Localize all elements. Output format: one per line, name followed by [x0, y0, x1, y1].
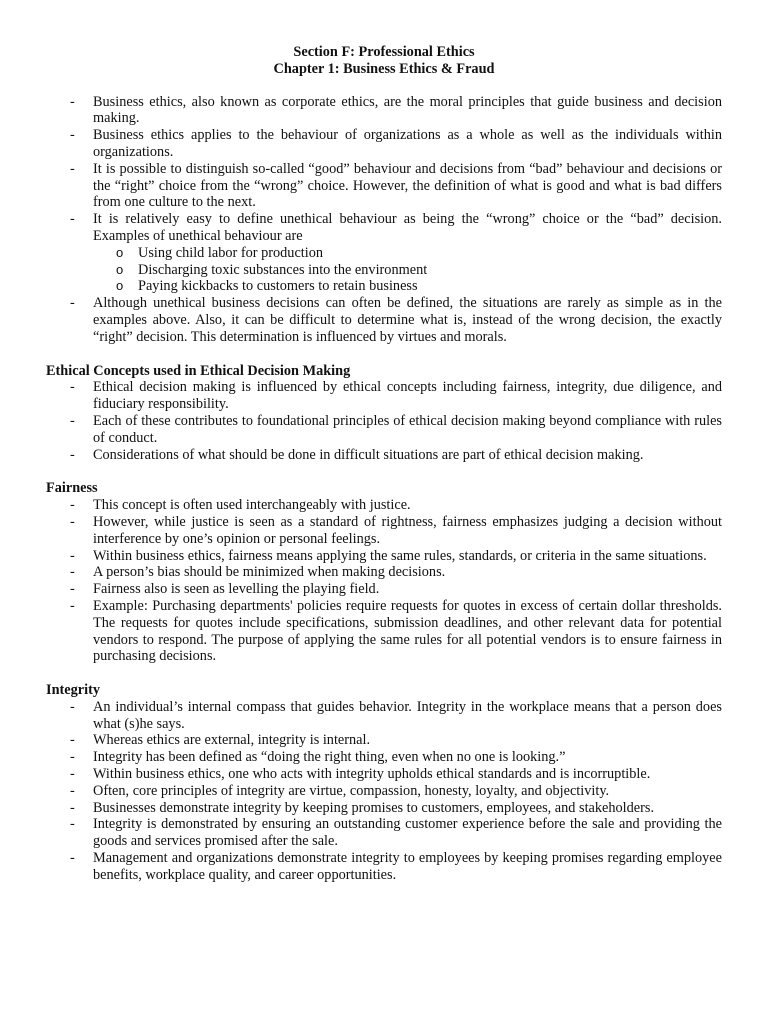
list-item: - An individual’s internal compass that guides behavior. Integrity in the workplace means that a person does what (s)he says. — [70, 698, 722, 732]
list-item: - Integrity is demonstrated by ensuring an outstanding customer experience before the sale and providing the goods and services promised after the sale. — [70, 816, 722, 850]
sub-list-item: o Discharging toxic substances into the environment — [116, 261, 428, 278]
fairness-heading: Fairness — [46, 480, 98, 497]
list-item: - Whereas ethics are external, integrity is internal. — [70, 732, 371, 749]
list-item: - Often, core principles of integrity are virtue, compassion, honesty, loyalty, and objectivity. — [70, 782, 610, 799]
dash-bullet: - — [70, 93, 75, 110]
intro-list — [46, 94, 722, 346]
circle-bullet: o — [116, 261, 124, 277]
ethical-concepts-section — [46, 363, 722, 464]
fairness-section — [46, 480, 722, 665]
section-title: Section F: Professional Ethics — [293, 44, 475, 60]
sub-list-item: o Using child labor for production — [116, 244, 324, 261]
dash-bullet: - — [70, 160, 75, 177]
list-item: - It is possible to distinguish so-called “good” behaviour and decisions from “bad” behaviour and decisions or the “right” choice from the “wrong” choice. However, the definition of what is good and what is bad differs from one culture to the next. — [70, 160, 722, 211]
list-item: - Fairness also is seen as levelling the playing field. — [70, 581, 380, 598]
dash-bullet: - — [70, 497, 75, 514]
list-item: - However, while justice is seen as a standard of rightness, fairness emphasizes judging a decision without interference by one’s opinion or personal feelings. — [70, 513, 722, 547]
list-item: - Example: Purchasing departments' policies require requests for quotes in excess of certain dollar thresholds. The requests for quotes include specifications, submission deadlines, and other relevant data for potential vendors to respond. The purpose of applying the same rules for all potential vendors is to ensure fairness in purchasing decisions. — [70, 597, 722, 665]
dash-bullet: - — [70, 766, 75, 783]
dash-bullet: - — [70, 379, 75, 396]
sub-list-item: o Paying kickbacks to customers to retain business — [116, 278, 418, 295]
list-item: - Although unethical business decisions can often be defined, the situations are rarely as simple as in the examples above. Also, it can be difficult to determine what is, instead of the wrong decision, the exactly “right” decision. This determination is influenced by virtues and morals. — [70, 295, 722, 345]
dash-bullet: - — [70, 564, 75, 581]
dash-bullet: - — [70, 749, 75, 766]
list-item: - Businesses demonstrate integrity by keeping promises to customers, employees, and stakeholders. — [70, 799, 655, 816]
dash-bullet: - — [70, 850, 75, 867]
list-item: - Ethical decision making is influenced by ethical concepts including fairness, integrity, due diligence, and fiduciary responsibility. — [70, 379, 722, 413]
integrity-heading: Integrity — [46, 682, 100, 699]
dash-bullet: - — [70, 295, 75, 312]
ethical-concepts-list — [46, 379, 722, 463]
integrity-list — [46, 699, 722, 884]
circle-bullet: o — [116, 278, 124, 294]
dash-bullet: - — [70, 597, 75, 614]
dash-bullet: - — [70, 698, 75, 715]
dash-bullet: - — [70, 211, 75, 228]
intro-section — [46, 94, 722, 346]
list-item: - Management and organizations demonstrate integrity to employees by keeping promises regarding employee benefits, workplace quality, and career opportunities. — [70, 850, 722, 883]
dash-bullet: - — [70, 732, 75, 749]
ethical-concepts-heading: Ethical Concepts used in Ethical Decision Making — [46, 362, 351, 379]
list-item: - Business ethics applies to the behaviour of organizations as a whole as well as the individuals within organizations. — [70, 127, 722, 160]
list-item: - Considerations of what should be done in difficult situations are part of ethical decision making. — [70, 446, 644, 463]
integrity-section — [46, 682, 722, 884]
dash-bullet: - — [70, 127, 75, 144]
dash-bullet: - — [70, 581, 75, 598]
dash-bullet: - — [70, 799, 75, 816]
dash-bullet: - — [70, 782, 75, 799]
chapter-title: Chapter 1: Business Ethics & Fraud — [273, 60, 495, 77]
list-item: - Integrity has been defined as “doing the right thing, even when no one is looking.” — [70, 749, 566, 766]
list-item: - Within business ethics, one who acts with integrity upholds ethical standards and is incorruptible. — [70, 766, 651, 783]
list-item: - Each of these contributes to foundational principles of ethical decision making beyond compliance with rules of conduct. — [70, 412, 722, 446]
list-item: - Within business ethics, fairness means applying the same rules, standards, or criteria in the same situations. — [70, 547, 707, 564]
unethical-examples-list — [93, 245, 722, 295]
dash-bullet: - — [70, 513, 75, 530]
document-page — [46, 44, 722, 884]
list-item: - It is relatively easy to define unethical behaviour as being the “wrong” choice or the “bad” decision. Examples of unethical behaviour are o Using child labor for production o Discharging toxic substances into the environment o Paying kickbacks to customers to retain business — [46, 211, 722, 295]
list-item: - This concept is often used interchangeably with justice. — [70, 497, 411, 514]
dash-bullet: - — [70, 816, 75, 833]
list-item: - A person’s bias should be minimized when making decisions. — [70, 564, 446, 581]
list-item: - Business ethics, also known as corporate ethics, are the moral principles that guide business and decision making. — [70, 93, 722, 127]
dash-bullet: - — [70, 412, 75, 429]
dash-bullet: - — [70, 446, 75, 463]
circle-bullet: o — [116, 244, 124, 260]
dash-bullet: - — [70, 547, 75, 564]
fairness-list — [46, 497, 722, 665]
